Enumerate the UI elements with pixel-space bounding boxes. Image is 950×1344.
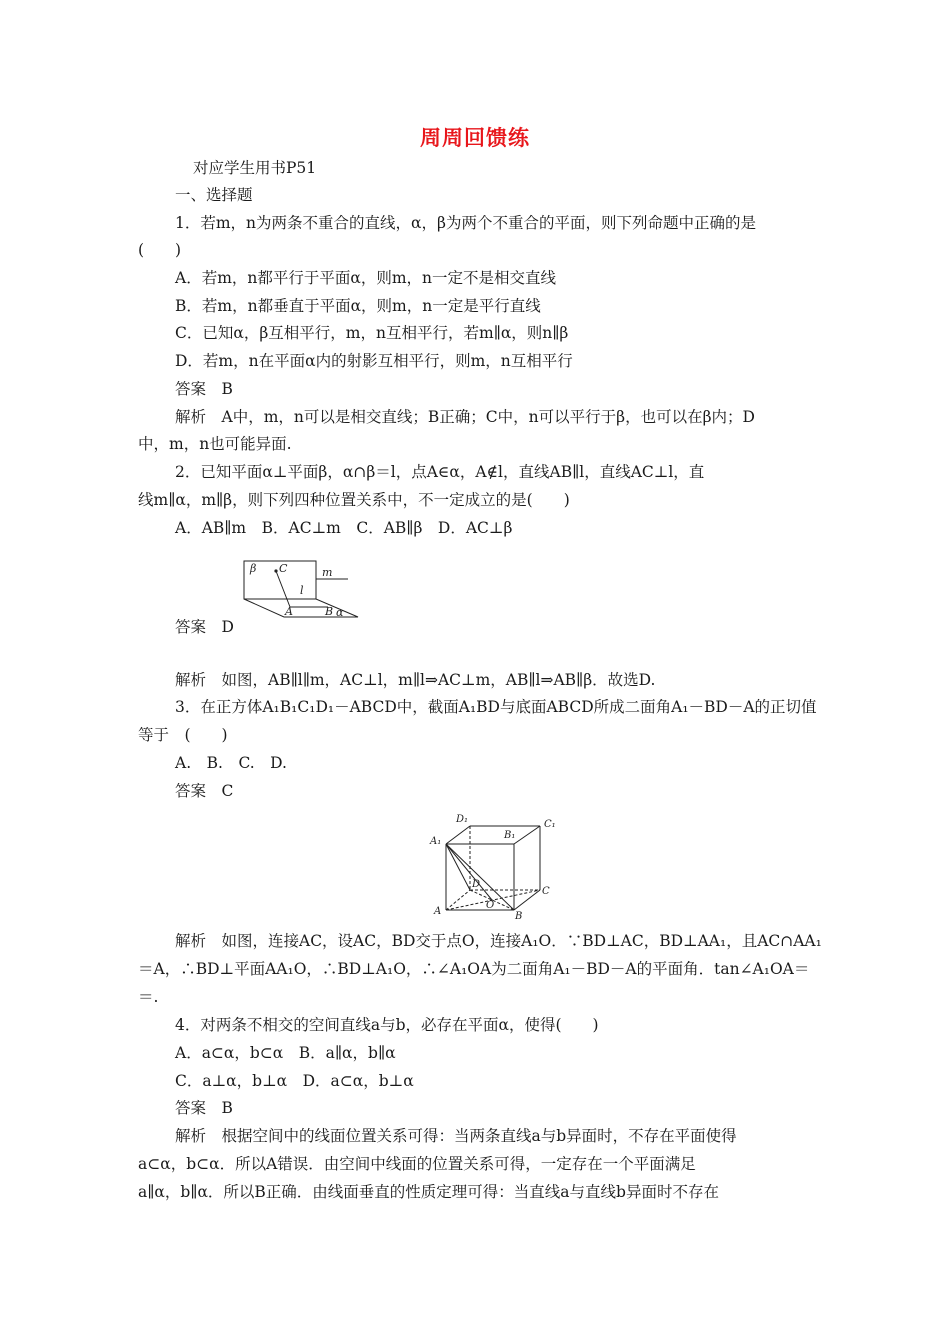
q2-label-c: C xyxy=(279,562,288,575)
q4-answer: 答案 B xyxy=(175,1099,233,1117)
q2-label-b: B xyxy=(325,605,334,618)
q3-answer: 答案 C xyxy=(175,782,234,800)
q2-stem-line-2: 线m∥α，m∥β，则下列四种位置关系中，不一定成立的是( ) xyxy=(138,491,570,509)
page-title: 周周回馈练 xyxy=(420,126,530,150)
q2-stem-line-1: 2．已知平面α⊥平面β，α∩β＝l，点A∈α，A∉l，直线AB∥l，直线AC⊥l，直 xyxy=(175,463,705,481)
q4-explanation-line-1: 解析 根据空间中的线面位置关系可得：当两条直线a与b异面时，不存在平面使得 xyxy=(175,1127,737,1145)
q1-stem-line-2: ( ) xyxy=(138,241,182,259)
q2-planes-figure xyxy=(228,555,368,625)
q3-stem-line-2: 等于 ( ) xyxy=(138,726,228,744)
textbook-reference: 对应学生用书P51 xyxy=(193,159,317,177)
q1-explanation-line-1: 解析 A中，m，n可以是相交直线；B正确；C中，n可以平行于β，也可以在β内；D xyxy=(175,408,755,426)
q3-label-c: C xyxy=(542,886,550,897)
q4-stem: 4．对两条不相交的空间直线a与b，必存在平面α，使得( ) xyxy=(175,1016,599,1034)
q3-cube-figure xyxy=(428,810,568,922)
q2-label-l: l xyxy=(300,584,304,597)
q1-explanation-line-2: 中，m，n也可能异面. xyxy=(138,435,292,453)
q2-label-beta: β xyxy=(250,562,257,575)
q2-explanation: 解析 如图，AB∥l∥m，AC⊥l，m∥l⇒AC⊥m，AB∥l⇒AB∥β．故选D. xyxy=(175,671,656,689)
q4-options-cd: C．a⊥α，b⊥α D．a⊂α，b⊥α xyxy=(175,1072,414,1090)
q3-label-c1: C₁ xyxy=(544,819,556,830)
q4-explanation-line-3: a∥α，b∥α．所以B正确．由线面垂直的性质定理可得：当直线a与直线b异面时不存在 xyxy=(138,1183,719,1201)
q1-option-a: A．若m，n都平行于平面α，则m，n一定不是相交直线 xyxy=(175,269,557,287)
q3-label-b1: B₁ xyxy=(504,830,516,841)
q3-label-a1: A₁ xyxy=(430,836,442,847)
q2-label-a: A xyxy=(285,605,293,618)
q3-label-a: A xyxy=(434,906,442,917)
q3-label-b: B xyxy=(515,911,523,922)
section-heading: 一、选择题 xyxy=(175,186,253,204)
q1-option-b: B．若m，n都垂直于平面α，则m，n一定是平行直线 xyxy=(175,297,541,315)
q2-answer: 答案 D xyxy=(175,618,234,636)
q3-explanation-line-1: 解析 如图，连接AC，设AC，BD交于点O，连接A₁O．∵BD⊥AC，BD⊥AA₁，且AC∩AA₁ xyxy=(175,932,822,950)
q1-stem-line-1: 1．若m，n为两条不重合的直线，α，β为两个不重合的平面，则下列命题中正确的是 xyxy=(175,214,756,232)
q1-answer: 答案 B xyxy=(175,380,233,398)
q2-options: A．AB∥m B．AC⊥m C．AB∥β D．AC⊥β xyxy=(175,519,513,537)
q3-options: A. B. C. D. xyxy=(175,754,287,772)
q3-label-o: O xyxy=(486,900,495,911)
q3-label-d: D xyxy=(472,879,481,890)
q4-explanation-line-2: a⊂α，b⊂α．所以A错误．由空间中线面的位置关系可得，一定存在一个平面满足 xyxy=(138,1155,696,1173)
q1-option-d: D．若m，n在平面α内的射影互相平行，则m，n互相平行 xyxy=(175,352,573,370)
q3-explanation-line-3: ＝. xyxy=(138,988,159,1006)
q4-options-ab: A．a⊂α，b⊂α B．a∥α，b∥α xyxy=(175,1044,396,1062)
q1-option-c: C．已知α，β互相平行，m，n互相平行，若m∥α，则n∥β xyxy=(175,324,569,342)
q3-explanation-line-2: ＝A，∴BD⊥平面AA₁O，∴BD⊥A₁O，∴∠A₁OA为二面角A₁－BD－A的平面角．tan∠A₁OA＝ xyxy=(138,960,810,978)
q3-label-d1: D₁ xyxy=(456,814,469,825)
q3-stem-line-1: 3．在正方体A₁B₁C₁D₁－ABCD中，截面A₁BD与底面ABCD所成二面角A₁－BD－A的正切值 xyxy=(175,698,817,716)
q2-label-m: m xyxy=(322,566,333,579)
q2-label-alpha: α xyxy=(336,606,344,619)
